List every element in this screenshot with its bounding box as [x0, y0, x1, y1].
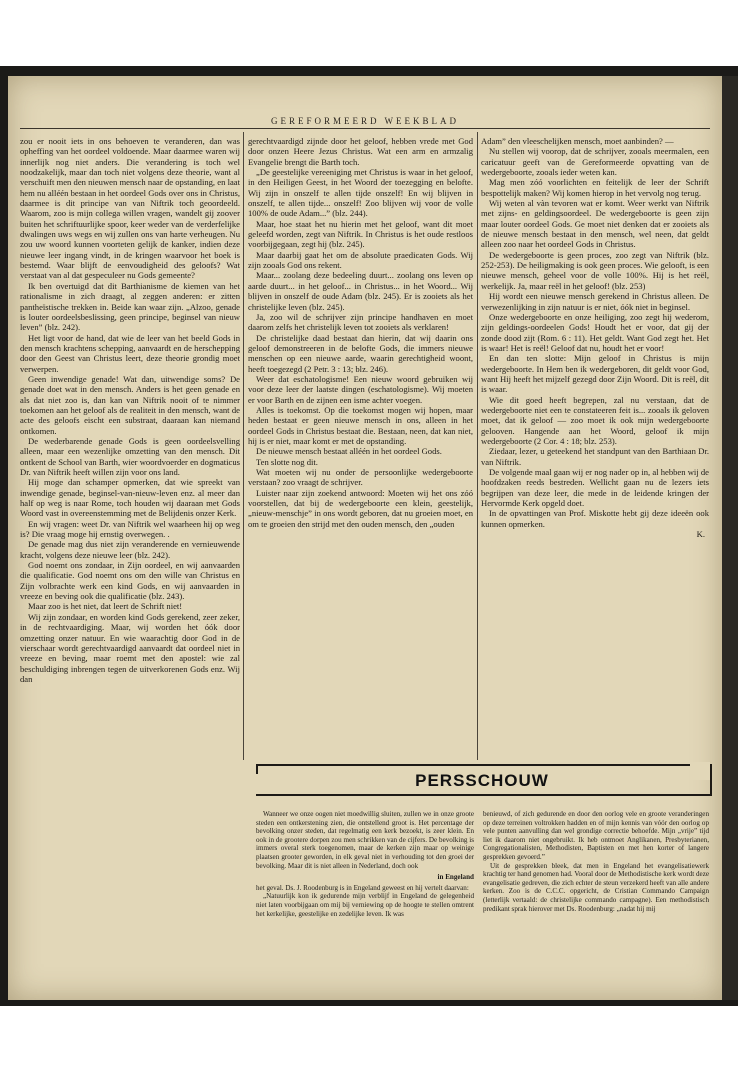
paragraph: In de opvattingen van Prof. Miskotte hebt gij deze ideeën ook kunnen opmerken. [481, 508, 709, 529]
paragraph: Wij weten al vàn tevoren wat er komt. Weer werkt van Niftrik met zijns- en geldingsoordeel. De wedergeboorte is geen zijn maar louter oordeel Gods. Ge moet niet denken dat er zooiets als de nieuwe mensch bestaat in den mensch, wel neen, dat geldt alleen zoo naar het oordeel Gods in Christus. [481, 198, 709, 250]
press-review-column-2 [483, 810, 709, 994]
paragraph: De nieuwe mensch bestaat alléén in het oordeel Gods. [256, 446, 442, 457]
paragraph: „De geestelijke vereeniging met Christus is waar in het geloof, in den Heiligen Geest, in het Woord der toezegging en belofte. Wij zijn in onszelf te allen tijde onszelf! En wij blijven in onszelf, te allen tijde... onszelf! Zoo blijven wij voor de volle 100% de oude Adam...” (blz. 244). [248, 167, 473, 219]
subheading: in Engeland [437, 873, 474, 882]
paragraph: Maar, hoe staat het nu hierin met het geloof, want dit moet geleefd worden, zegt van Niftrik. In Christus is het oude restloos voorbijgegaan, zegt hij (blz. 245). [248, 218, 473, 250]
paragraph: Onze wedergeboorte en onze heiliging, zoo zegt hij wederom, zijn geldings-oordeelen Gods! Houdt het er voor, dat gij der zonde dood zijt (Rom. 6 : 11). Het geldt. Want God zegt het. Het is waar! Het is reël! Geloof dat nu, houdt het er voor! [481, 311, 709, 353]
paragraph: Hij moge dan schamper opmerken, dat wie spreekt van inwendige genade, beginsel-van-nieuw-leven enz. al meer dan half op weg is naar Rome, toch houden wij daaraan met Gods Woord vast in overeenstemming met de Belijdenis onzer Kerk. [20, 477, 240, 519]
paragraph: benieuwd, of zich gedurende en door den oorlog vele en groote veranderingen op deze terreinen voltrokken hadden en of mijn kennis van vóór den oorlog op vele punten aanvulling dan wel grondige correctie behoefde. Mijn „vrije” tijd liet ik daarom niet ongebruikt. Ik heb ontmoet Anglikanen, Presbyterianen, Congregationalisten, Methodisten, Baptisten en met hen korter of langere gesprekken gevoerd.” [483, 810, 709, 861]
paragraph: Mag men zóó voorlichten en feitelijk de leer der Schrift bespottelijk maken? Wij komen hierop in het vervolg nog terug. [481, 177, 709, 198]
paragraph: Weer dat eschatologisme! Een nieuw woord gebruiken wij voor deze leer der laatste dingen (eschatologisme). Wij moeten er voor Barth en de zijnen een isme achter voegen. [248, 373, 473, 405]
paragraph: Wanneer we onze oogen niet moedwillig sluiten, zullen we in onze groote steden een ontkerstening zien, die ontstellend groot is. Het percentage der bevolking onzer steden, dat regelmatig een kerk bezoekt, is zeer klein. En ook in de grootere dorpen zou men schrikken van de cijfers. De bevolking is immers overal sterk toegenomen, maar de kerken zijn maar op weinige plaatsen grooter geworden, in elk geval niet in verhouding tot den groei der bevolking. Maar dit is niet alleen in Nederland, doch ook [256, 810, 474, 870]
paragraph: gerechtvaardigd zijnde door het geloof, hebben vrede met God door onzen Heere Jezus Christus. Wat een arm en armzalig Evangelie brengt die Barth toch. [248, 136, 473, 167]
paragraph: Maar daarbij gaat het om de absolute praedicaten Gods. Wij zijn zooals God ons rekent. [248, 249, 473, 271]
paragraph: Wij zijn zondaar, en worden kind Gods gerekend, zeer zeker, in de rechtvaardiging. Maar, wij worden het óók door omzetting onzer natuur. En wie waarachtig door God in de vierschaar wordt gerechtvaardigd aanvaardt dat oordeel niet in vreeze en beving, maar roemt met den apostel: wie zal beschuldiging inbrengen tegen de uitverkorenen Gods enz. Wij dan [20, 611, 240, 684]
paragraph: Nu stellen wij voorop, dat de schrijver, zooals meermalen, een caricatuur geeft van de Gereformeerde opvatting van de wedergeboorte, zooals ieder weten kan. [481, 146, 709, 178]
scan-margin-bottom [0, 1006, 738, 1068]
paragraph: En wij vragen: weet Dr. van Niftrik wel waarheen hij op weg is? Die vraag moge hij ernstig overwegen. . [20, 518, 240, 540]
paragraph: Wat moeten wij nu onder de persoonlijke wedergeboorte verstaan? zoo vraagt de schrijver. [248, 467, 473, 488]
paragraph: Ten slotte nog dit. [256, 456, 318, 467]
paragraph: En dan ten slotte: Mijn geloof in Christus is mijn wedergeboorte. In Hem ben ik wedergeboren, dit geldt voor God, want Hij heeft het mijzelf gezegd door Zijn Woord. Dit is reël, dit is waar. [481, 353, 709, 395]
paragraph: Wie dit goed heeft begrepen, zal nu verstaan, dat de wedergeboorte niet een te constateeren feit is... zooals ik geloven moet, dat ik geloof — zoo moet ik ook mijn wedergeboorte gelooven. Hangende aan het Woord, geloof ik mijn wedergeboorte (2 Cor. 4 : 18; blz. 253). [481, 394, 709, 446]
column-divider-2 [477, 132, 478, 760]
paragraph: Ja, zoo wil de schrijver zijn principe handhaven en moet daarom zelfs het christelijk leven tot zooiets als verklaren! [248, 311, 473, 333]
paragraph: Hij wordt een nieuwe mensch gerekend in Christus alleen. De verwezenlijking in zijn natuur is er niet, óók niet in beginsel. [481, 291, 709, 312]
paragraph: Adam” den vleeschelijken mensch, moet aanbinden? — [481, 136, 674, 146]
paragraph: het geval. Ds. J. Roodenburg is in Engeland geweest en hij vertelt daarvan: [256, 883, 469, 892]
paragraph: Geen inwendige genade! Wat dan, uitwendige soms? De genade doet wat in den mensch. Anders is het geen genade en als dat niet zoo is, dan kan van Niftrik nooit of te nimmer toekomen aan het geloof als de realiteit in den mensch, want de acte des geloofs eischt een substraat, daaraan kan niemand ontkomen. [20, 373, 240, 436]
paragraph: Luister naar zijn zoekend antwoord: Moeten wij het ons zóó voorstellen, dat bij de wedergeboorte een klein, geestelijk, „nieuw-menschje” in ons wordt geboren, dat nu groeien moet, en om te groeien den strijd met den ouden mensch, den „ouden [248, 487, 473, 529]
paragraph: De volgende maal gaan wij er nog nader op in, al hebben wij de hoofdzaken reeds bestreden. Wellicht gaan nu de lezers iets begrijpen van deze leer, die mede in de leidende kringen der Hervormde Kerk opgeld doet. [481, 467, 709, 509]
paragraph: Maar... zoolang deze bedeeling duurt... zoolang ons leven op aarde duurt... in het geloof... in Christus... in het Woord... Wij blijven in onszelf de oude Adam (blz. 245). Er is zooiets als het christelijke leven (blz. 245). [248, 270, 473, 312]
newspaper-page [8, 76, 722, 1000]
section-title: PERSSCHOUW [415, 771, 549, 790]
section-banner [256, 764, 714, 798]
paragraph: Maar zoo is het niet, dat leert de Schrift niet! [28, 601, 183, 612]
paragraph: God noemt ons zondaar, in Zijn oordeel, en wij aanvaarden die qualificatie. God noemt ons om den wille van Christus en Zijn volbrachte werk een kind Gods, en wij aanvaarden in vreeze en beving ook die qualificatie (blz. 243). [20, 560, 240, 602]
paragraph: Het ligt voor de hand, dat wie de leer van het beeld Gods in den mensch krachtens schepping, aanvaardt en de herschepping door den Geest van Christus leert, deze theorie grondig moet verwerpen. [20, 332, 240, 374]
paragraph: „Natuurlijk kon ik gedurende mijn verblijf in Engeland de gelegenheid niet laten voorbijgaan om mij bij verniewing op de hoogte te stellen omtrent het kerkelijke, geestelijke en zedelijke leven. Ik was [256, 892, 474, 918]
header-rule [20, 128, 710, 129]
paragraph: Ik ben overtuigd dat dit Barthianisme de kiemen van het rationalisme in zich draagt, al zeggen anderen: er zitten pantheïstische trekken in. Beide kan waar zijn. „Alzoo, genade is louter oordeelsbeslissing, geen principe, beginsel van nieuw leven” (blz. 242). [20, 280, 240, 333]
paragraph: zou er nooit iets in ons behoeven te veranderen, dan was opheffing van het oordeel voldoende. Maar daarmee waren wij innerlijk nog niet anders. Die verandering is toch wel noodzakelijk, maar dan toch niet volgens deze theorie, want al verschuift men den nieuwen mensch naar de opstanding, en laat hem nu alléén bestaan in het oordeel Gods over ons in Christus, daarmee is dit principe van van Niftrik toch geoordeeld. Waarom, zoo is mijn collega willen vragen, wandelt gij zoover buiten het schriftuurlijke spoor, keer weder van de verderfelijke dwalingen uws wegs en wij zullen ons van harte verheugen. Nu zou uw woord kunnen voorteten gelijk de kanker, indien deze nieuwe leer ingang vindt, in de kringen waarvoor het boek is bestemd. Waar blijft de eenvoudigheid des geloofs? Wat verstaat van al dat gespeculeer nu Gods gemeente? [20, 136, 240, 281]
article-column-3 [481, 136, 709, 756]
article-column-1 [20, 136, 240, 994]
column-divider-1 [243, 132, 244, 760]
scan-margin-top [0, 0, 738, 70]
paragraph: Ziedaar, lezer, u geteekend het standpunt van den Barthiaan Dr. van Niftrik. [481, 446, 709, 467]
scan-right-edge [722, 76, 738, 1000]
paragraph: Uit de gesprekken bleek, dat men in Engeland het evangelisatiewerk krachtig ter hand genomen had. Vooral door de Methodistische kerk wordt deze evangelisatie gedreven, die zich echter de steun verzekerd heeft van alle andere kerken. Zoo is de C.C.C. opgericht, de Cristian Commando Campaign (letterlijk vertaald: de christelijke commando campagne). Een methodistisch predikant sprak hierover met Ds. Roodenburg: „nadat hij mij [483, 861, 709, 913]
press-review-column-1 [256, 810, 474, 994]
author-signature: K. [696, 529, 705, 540]
paragraph: Alles is toekomst. Op die toekomst mogen wij hopen, maar heden bestaat er geen nieuwe mensch in ons, alleen in het oordeel Gods in Christus bestaat die. Bestaan, neen, dat kan niet, hij is er niet, maar komt er met de opstanding. [248, 404, 473, 446]
article-column-2 [248, 136, 473, 756]
paragraph: De wederbarende genade Gods is geen oordeelsvelling alleen, maar een wezenlijke omzetting van den mensch. Dit ontkent de School van Barth, wier woordvoerder en dogmaticus Dr. van Niftrik heeft willen zijn voor ons land. [20, 435, 240, 477]
paragraph: De genade mag dus niet zijn veranderende en vernieuwende kracht, volgens deze nieuwe leer (blz. 242). [20, 539, 240, 560]
running-header: GEREFORMEERD WEEKBLAD [270, 116, 460, 126]
paragraph: De christelijke daad bestaat dan hierin, dat wij daarin ons geloof demonstreeren in de belofte Gods, die immers nieuwe menschen op een nieuwe aarde, waarin gerechtigheid woont, heeft toegezegd (2 Petr. 3 : 13; blz. 246). [248, 332, 473, 374]
paragraph: De wedergeboorte is geen proces, zoo zegt van Niftrik (blz. 252-253). De heiligmaking is ook geen proces. Wie gelooft, is een nieuwe mensch, geheel voor de volle 100%. Hij is het reël, werkelijk. Ja, maar reël in het geloof! (blz. 253) [481, 249, 709, 291]
